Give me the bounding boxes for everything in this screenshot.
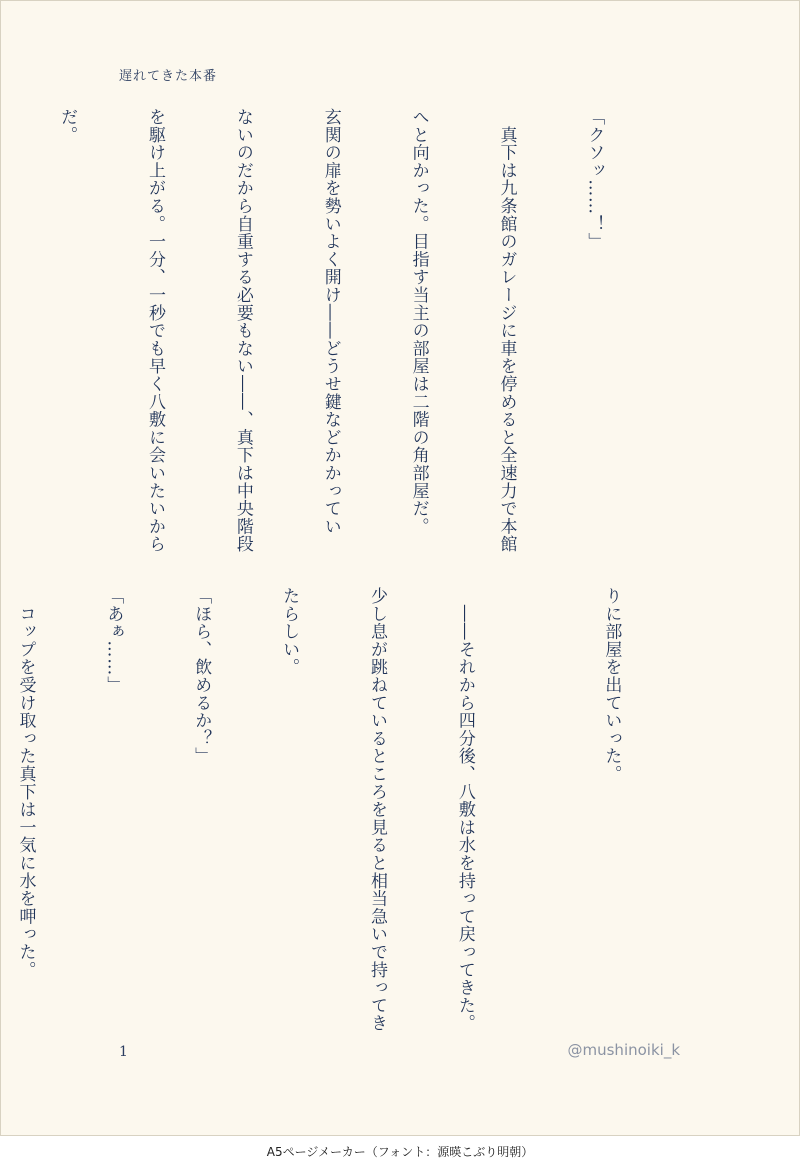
text-column: を駆け上がる。一分、一秒でも早く八敷に会いたいから <box>144 108 165 553</box>
text-column: 「クソッ……！」 <box>584 108 605 251</box>
text-column: りに部屋を出ていった。 <box>601 587 622 783</box>
text-column: 少し息が跳ねているところを見ると相当急いで持ってき <box>367 587 388 1032</box>
text-column: だ。 <box>57 108 78 144</box>
text-column: ――それから四分後、八敷は水を持って戻ってきた。 <box>454 587 475 1032</box>
author-handle: @mushinoiki_k <box>567 1041 680 1059</box>
page-number: 1 <box>119 1044 128 1060</box>
text-column: 「あぁ……」 <box>103 587 124 694</box>
text-column: ないのだから自重する必要もない――、真下は中央階段 <box>232 108 253 553</box>
text-column: 「ほら、飲めるか？」 <box>191 587 212 765</box>
text-column: 玄関の扉を勢いよく開け――どうせ鍵などかかってい <box>320 108 341 536</box>
running-title: 遅れてきた本番 <box>119 69 218 84</box>
top-text-block <box>0 108 667 553</box>
text-column: コップを受け取った真下は一気に水を呷った。 <box>15 587 36 979</box>
bottom-text-block <box>0 587 684 1032</box>
text-column: へと向かった。目指す当主の部屋は二階の角部屋だ。 <box>408 108 429 536</box>
generator-caption: A5ページメーカー（フォント：源暎こぶり明朝） <box>266 1145 534 1159</box>
text-column: 真下は九条館のガレージに車を停めると全速力で本館 <box>496 108 517 553</box>
text-column: たらしい。 <box>279 587 300 676</box>
